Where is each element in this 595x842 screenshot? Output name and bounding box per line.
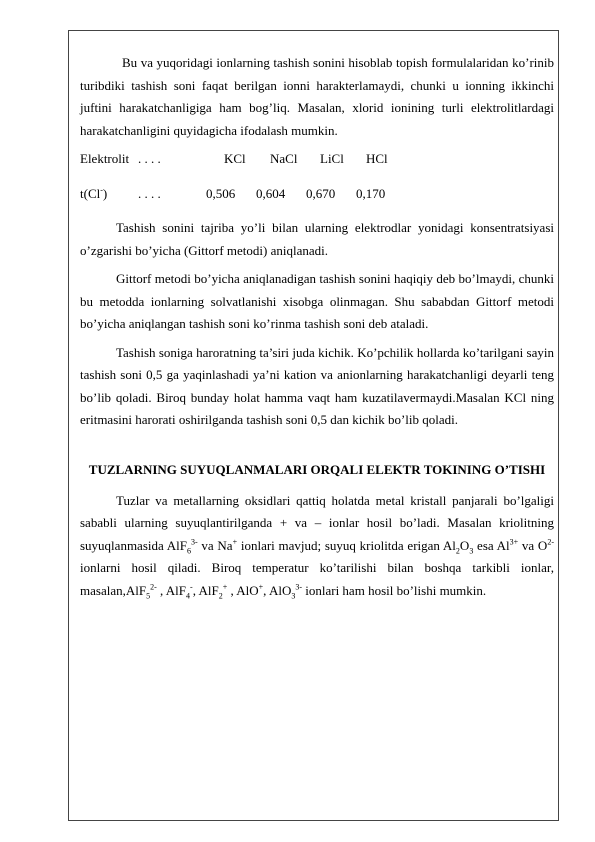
table-cell: 0,604 <box>256 185 286 201</box>
table-cell: LiCl <box>320 151 344 166</box>
paragraph-molten-salts: Tuzlar va metallarning oksidlari qattiq holatda metal kristall panjarali bo’lgaligi sababli ularning suyuqlantirilganda + va – ionlar hosil bo’ladi. Masalan kriolitning suyuqlanmasida AlF$_6^{3-}$ va Na+ ionlari mavjud; suyuq kriolitda erigan $Al_2O_3$ esa $Al^{3+}$ va $O^{2-}$ ionlarni hosil qiladi. Biroq temperatur ko’tarilishi bilan boshqa tarkibli ionlar, masalan,AlF$_5^{2-}$ , AlF$_4$-, AlF$_2$+ , AlO+, AlO$_3^{3-}$ ionlari ham hosil bo’lishi mumkin. <box>80 492 554 601</box>
paragraph-apparent-transport-number: Gittorf metodi bo’yicha aniqlanadigan tashish sonini haqiqiy deb bo’lmaydi, chunki bu metodda ionlarning solvatlanishi xisobga olinmagan. Shu sababdan Gittorf metodi bo’yicha aniqlangan tashish soni ko’rinma tashish soni deb ataladi. <box>80 271 554 331</box>
table-cell: 0,170 <box>356 185 386 201</box>
document-body <box>80 52 554 608</box>
table-row-transport-number <box>80 183 554 206</box>
table-cell: NaCl <box>270 151 298 166</box>
table-label-transport-number: t(Cl-) <box>80 185 108 201</box>
table-dots: . . . . <box>138 151 161 166</box>
table-dots: . . . . <box>138 185 161 201</box>
paragraph-transport-number-intro: Bu va yuqoridagi ionlarning tashish sonini hisoblab topish formulalaridan ko’rinib turibdiki tashish soni faqat berilgan ionni harakterlamaydi, chunki u ionning ikkinchi juftini harakatchanligiga ham bog’liq. Masalan, xlorid ionining turli elektrolitlardagi harakatchanligini quyidagicha ifodalash mumkin. <box>80 55 554 138</box>
table-row-electrolyte <box>80 148 554 171</box>
table-cell: 0,670 <box>306 185 336 201</box>
paragraph-temperature-effect: Tashish soniga haroratning ta’siri juda kichik. Ko’pchilik hollarda ko’tarilgani sayin tashish soni 0,5 ga yaqinlashadi ya’ni kation va anionlarning harakatchanligi deyarli teng bo’lib qoladi. Biroq bunday holat hamma vaqt ham kuzatilavermaydi.Masalan KCl ning eritmasini harorati oshirilganda tashish soni 0,5 dan kichik bo’lib qoladi. <box>80 344 554 427</box>
paragraph-gittorf-method: Tashish sonini tajriba yo’li bilan ularning elektrodlar yonidagi konsentratsiyasi o’zgarishi bo’yicha (Gittorf metodi) aniqlanadi. <box>80 220 554 258</box>
section-heading: TUZLARNING SUYUQLANMALARI ORQALI ELEKTR TOKINING O’TISHI <box>88 461 546 477</box>
table-cell: HCl <box>366 151 388 166</box>
table-cell: KCl <box>224 151 246 166</box>
table-cell: 0,506 <box>206 185 236 201</box>
table-label-electrolyte: Elektrolit <box>80 151 130 166</box>
